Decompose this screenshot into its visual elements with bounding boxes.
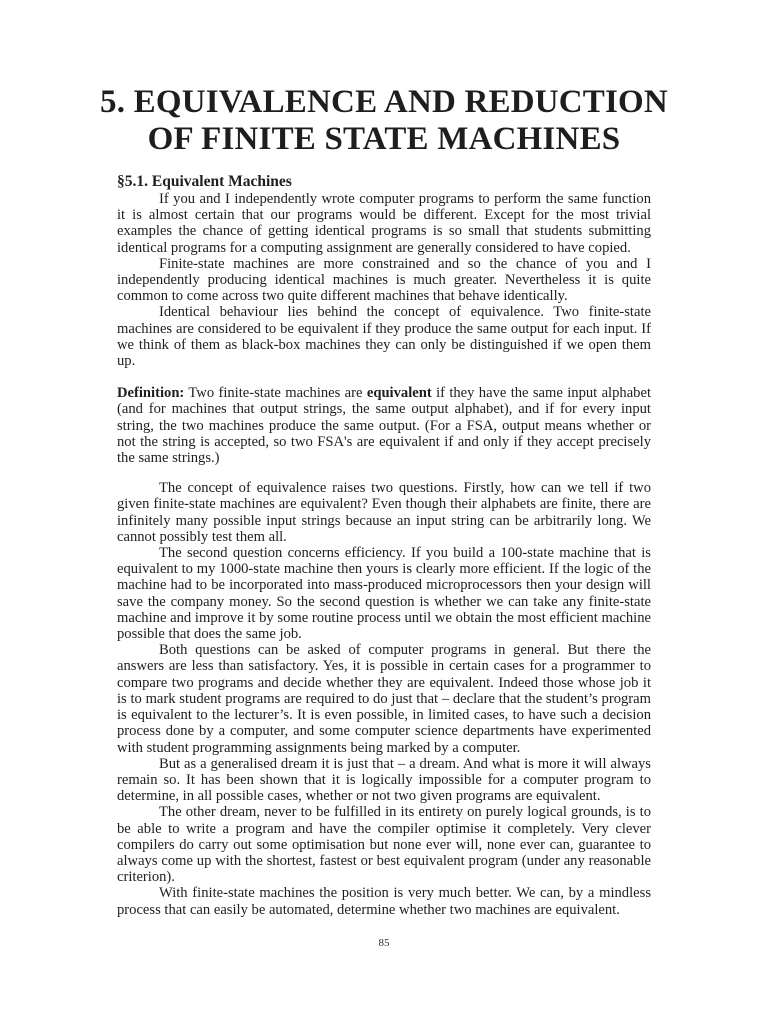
paragraph-2: Finite-state machines are more constrained and so the chance of you and I independently producing identical machines is much greater. Nevertheless it is quite common to come across two quite different machines that behave identically. [117, 255, 651, 305]
paragraph-6: Both questions can be asked of computer programs in general. But there the answers are less than satisfactory. Yes, it is possible in certain cases for a programmer to compare two programs and decide whether they are equivalent. Indeed those whose job it is to mark student programs are required to do just that – declare that the student’s program is equivalent to the lecturer’s. It is even possible, in limited cases, to have such a decision process done by a computer, and some computer science departments have experimented with student programming assignments being marked by a computer. [117, 642, 651, 756]
chapter-title-line-1: 5. EQUIVALENCE AND REDUCTION [100, 84, 668, 120]
definition-text-b: if they have the same input alphabet (and for machines that output strings, the same output alphabet), and if for every input string, the two machines produce the same output. (For a FSA, output means whether or not the string is accepted, so two FSA's are equivalent if and only if they accept precisely the same strings.) [117, 385, 651, 467]
body-text [117, 172, 651, 918]
chapter-title [100, 84, 668, 158]
definition-text-a: Two finite-state machines are [184, 385, 367, 402]
page-number: 85 [378, 937, 390, 949]
paragraph-9: With finite-state machines the position is very much better. We can, by a mindless process that can easily be automated, determine whether two machines are equivalent. [117, 885, 651, 918]
paragraph-3: Identical behaviour lies behind the concept of equivalence. Two finite-state machines are considered to be equivalent if they produce the same output for each input. If we think of them as black-box machines they can only be distinguished if we open them up. [117, 304, 651, 370]
paragraph-1: If you and I independently wrote computer programs to perform the same function it is almost certain that our programs would be different. Except for the most trivial examples the chance of getting identical programs is so small that students submitting identical programs for a computing assignment are generally considered to have copied. [117, 191, 651, 256]
definition-term: equivalent [366, 385, 432, 402]
definition-paragraph [117, 385, 651, 466]
paragraph-8: The other dream, never to be fulfilled in its entirety on purely logical grounds, is to be able to write a program and have the compiler optimise it completely. Very clever compilers do carry out some optimisation but none ever will, none ever can, guarantee to always come up with the shortest, fastest or best equivalent program (under any reasonable criterion). [117, 804, 651, 886]
paragraph-4: The concept of equivalence raises two questions. Firstly, how can we tell if two given finite-state machines are equivalent? Even though their alphabets are finite, there are infinitely many possible input strings because an input string can be arbitrarily long. We cannot possibly test them all. [117, 480, 651, 545]
section-heading: §5.1. Equivalent Machines [117, 173, 292, 190]
paragraph-7: But as a generalised dream it is just that – a dream. And what is more it will always remain so. It has been shown that it is logically impossible for a computer program to determine, in all possible cases, whether or not two given programs are equivalent. [117, 755, 651, 805]
chapter-title-line-2: OF FINITE STATE MACHINES [147, 121, 621, 157]
paragraph-5: The second question concerns efficiency. If you build a 100-state machine that is equivalent to my 1000-state machine then yours is clearly more efficient. If the logic of the machine had to be incorporated into mass-produced microprocessors then your design will save the company money. So the second question is whether we can take any finite-state machine and improve it by some routine process until we obtain the most efficient machine possible that does the same job. [117, 545, 651, 643]
definition-label: Definition: [117, 385, 185, 402]
